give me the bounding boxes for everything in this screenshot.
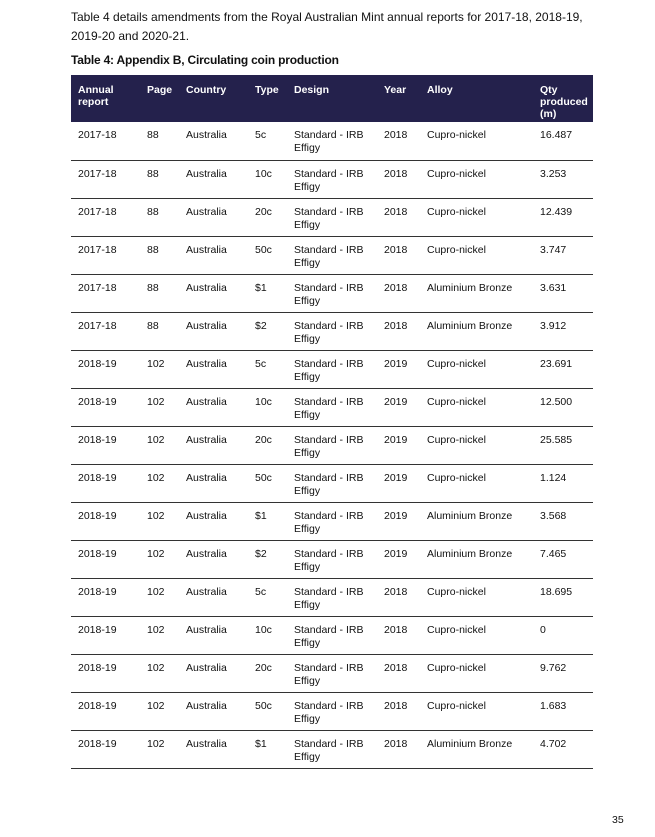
cell-design: Standard - IRB Effigy	[287, 274, 377, 312]
cell-country: Australia	[179, 426, 248, 464]
cell-year: 2018	[377, 654, 420, 692]
cell-qty-produced: 3.568	[533, 502, 593, 540]
cell-annual-report: 2017-18	[71, 198, 140, 236]
cell-qty-produced: 3.631	[533, 274, 593, 312]
cell-country: Australia	[179, 312, 248, 350]
cell-type: 20c	[248, 426, 287, 464]
table-row	[71, 616, 593, 654]
cell-annual-report: 2017-18	[71, 274, 140, 312]
cell-year: 2019	[377, 350, 420, 388]
cell-alloy: Aluminium Bronze	[420, 502, 533, 540]
cell-type: 10c	[248, 616, 287, 654]
cell-annual-report: 2017-18	[71, 160, 140, 198]
cell-design: Standard - IRB Effigy	[287, 540, 377, 578]
cell-type: $2	[248, 312, 287, 350]
cell-page: 102	[140, 578, 179, 616]
cell-annual-report: 2018-19	[71, 692, 140, 730]
cell-type: $2	[248, 540, 287, 578]
cell-page: 102	[140, 616, 179, 654]
cell-qty-produced: 3.253	[533, 160, 593, 198]
cell-alloy: Cupro-nickel	[420, 198, 533, 236]
cell-annual-report: 2017-18	[71, 236, 140, 274]
cell-country: Australia	[179, 654, 248, 692]
cell-page: 88	[140, 122, 179, 160]
cell-page: 102	[140, 388, 179, 426]
cell-type: 10c	[248, 388, 287, 426]
cell-type: $1	[248, 274, 287, 312]
cell-alloy: Aluminium Bronze	[420, 274, 533, 312]
table-row	[71, 578, 593, 616]
cell-design: Standard - IRB Effigy	[287, 388, 377, 426]
column-header-annual-report: Annual report	[71, 75, 140, 122]
cell-country: Australia	[179, 616, 248, 654]
cell-alloy: Cupro-nickel	[420, 692, 533, 730]
cell-qty-produced: 3.912	[533, 312, 593, 350]
cell-annual-report: 2017-18	[71, 122, 140, 160]
column-header-qty-produced: Qty produced (m)	[533, 75, 593, 122]
cell-country: Australia	[179, 160, 248, 198]
cell-qty-produced: 1.124	[533, 464, 593, 502]
cell-alloy: Aluminium Bronze	[420, 540, 533, 578]
cell-year: 2018	[377, 312, 420, 350]
cell-page: 102	[140, 692, 179, 730]
cell-type: $1	[248, 502, 287, 540]
column-header-country: Country	[179, 75, 248, 122]
cell-annual-report: 2018-19	[71, 730, 140, 768]
cell-year: 2018	[377, 198, 420, 236]
cell-alloy: Cupro-nickel	[420, 350, 533, 388]
cell-qty-produced: 16.487	[533, 122, 593, 160]
cell-annual-report: 2018-19	[71, 540, 140, 578]
cell-country: Australia	[179, 540, 248, 578]
table-row	[71, 426, 593, 464]
cell-qty-produced: 3.747	[533, 236, 593, 274]
cell-qty-produced: 4.702	[533, 730, 593, 768]
table-row	[71, 160, 593, 198]
cell-page: 102	[140, 654, 179, 692]
cell-annual-report: 2018-19	[71, 388, 140, 426]
coin-production-table	[71, 75, 593, 769]
table-row	[71, 654, 593, 692]
table-body	[71, 122, 593, 768]
table-row	[71, 388, 593, 426]
cell-country: Australia	[179, 388, 248, 426]
cell-page: 88	[140, 274, 179, 312]
cell-type: 20c	[248, 654, 287, 692]
column-header-page: Page	[140, 75, 179, 122]
cell-alloy: Cupro-nickel	[420, 388, 533, 426]
cell-page: 102	[140, 350, 179, 388]
table-row	[71, 350, 593, 388]
cell-alloy: Aluminium Bronze	[420, 312, 533, 350]
cell-year: 2018	[377, 730, 420, 768]
table-row	[71, 122, 593, 160]
cell-year: 2019	[377, 426, 420, 464]
table-row	[71, 540, 593, 578]
table-row	[71, 274, 593, 312]
cell-design: Standard - IRB Effigy	[287, 122, 377, 160]
cell-country: Australia	[179, 464, 248, 502]
cell-type: 5c	[248, 578, 287, 616]
column-header-type: Type	[248, 75, 287, 122]
cell-alloy: Cupro-nickel	[420, 464, 533, 502]
table-header-row	[71, 75, 593, 122]
cell-annual-report: 2018-19	[71, 578, 140, 616]
column-header-design: Design	[287, 75, 377, 122]
cell-annual-report: 2018-19	[71, 616, 140, 654]
cell-page: 88	[140, 312, 179, 350]
cell-design: Standard - IRB Effigy	[287, 654, 377, 692]
cell-type: 10c	[248, 160, 287, 198]
cell-annual-report: 2018-19	[71, 350, 140, 388]
cell-alloy: Cupro-nickel	[420, 426, 533, 464]
table-row	[71, 198, 593, 236]
cell-annual-report: 2018-19	[71, 654, 140, 692]
table-row	[71, 502, 593, 540]
cell-qty-produced: 25.585	[533, 426, 593, 464]
table-caption: Table 4: Appendix B, Circulating coin production	[71, 53, 339, 67]
cell-type: 50c	[248, 236, 287, 274]
cell-annual-report: 2018-19	[71, 464, 140, 502]
column-header-year: Year	[377, 75, 420, 122]
cell-design: Standard - IRB Effigy	[287, 350, 377, 388]
cell-type: 5c	[248, 122, 287, 160]
cell-alloy: Aluminium Bronze	[420, 730, 533, 768]
cell-design: Standard - IRB Effigy	[287, 464, 377, 502]
cell-design: Standard - IRB Effigy	[287, 160, 377, 198]
cell-qty-produced: 1.683	[533, 692, 593, 730]
cell-page: 102	[140, 426, 179, 464]
cell-alloy: Cupro-nickel	[420, 616, 533, 654]
table-row	[71, 464, 593, 502]
cell-type: 50c	[248, 692, 287, 730]
cell-country: Australia	[179, 236, 248, 274]
cell-page: 102	[140, 540, 179, 578]
cell-page: 102	[140, 730, 179, 768]
cell-design: Standard - IRB Effigy	[287, 312, 377, 350]
cell-type: $1	[248, 730, 287, 768]
cell-design: Standard - IRB Effigy	[287, 616, 377, 654]
cell-year: 2018	[377, 578, 420, 616]
cell-country: Australia	[179, 578, 248, 616]
cell-country: Australia	[179, 692, 248, 730]
cell-qty-produced: 18.695	[533, 578, 593, 616]
cell-year: 2018	[377, 616, 420, 654]
cell-year: 2019	[377, 388, 420, 426]
cell-alloy: Cupro-nickel	[420, 160, 533, 198]
cell-country: Australia	[179, 350, 248, 388]
table-row	[71, 236, 593, 274]
cell-design: Standard - IRB Effigy	[287, 730, 377, 768]
cell-annual-report: 2017-18	[71, 312, 140, 350]
cell-qty-produced: 12.500	[533, 388, 593, 426]
cell-year: 2019	[377, 540, 420, 578]
cell-alloy: Cupro-nickel	[420, 122, 533, 160]
cell-annual-report: 2018-19	[71, 426, 140, 464]
page-number: 35	[612, 814, 624, 826]
cell-year: 2019	[377, 502, 420, 540]
cell-design: Standard - IRB Effigy	[287, 502, 377, 540]
cell-page: 88	[140, 236, 179, 274]
cell-page: 88	[140, 160, 179, 198]
table-row	[71, 692, 593, 730]
cell-design: Standard - IRB Effigy	[287, 426, 377, 464]
cell-qty-produced: 23.691	[533, 350, 593, 388]
cell-qty-produced: 0	[533, 616, 593, 654]
cell-year: 2018	[377, 122, 420, 160]
cell-country: Australia	[179, 502, 248, 540]
cell-type: 50c	[248, 464, 287, 502]
cell-alloy: Cupro-nickel	[420, 654, 533, 692]
cell-year: 2018	[377, 236, 420, 274]
cell-annual-report: 2018-19	[71, 502, 140, 540]
cell-alloy: Cupro-nickel	[420, 578, 533, 616]
cell-alloy: Cupro-nickel	[420, 236, 533, 274]
cell-type: 20c	[248, 198, 287, 236]
cell-year: 2018	[377, 160, 420, 198]
table-row	[71, 730, 593, 768]
column-header-alloy: Alloy	[420, 75, 533, 122]
cell-type: 5c	[248, 350, 287, 388]
cell-page: 88	[140, 198, 179, 236]
cell-page: 102	[140, 464, 179, 502]
cell-qty-produced: 9.762	[533, 654, 593, 692]
cell-design: Standard - IRB Effigy	[287, 578, 377, 616]
cell-design: Standard - IRB Effigy	[287, 198, 377, 236]
cell-country: Australia	[179, 122, 248, 160]
cell-country: Australia	[179, 198, 248, 236]
cell-country: Australia	[179, 730, 248, 768]
cell-year: 2018	[377, 692, 420, 730]
cell-qty-produced: 7.465	[533, 540, 593, 578]
cell-page: 102	[140, 502, 179, 540]
cell-year: 2019	[377, 464, 420, 502]
cell-design: Standard - IRB Effigy	[287, 692, 377, 730]
cell-year: 2018	[377, 274, 420, 312]
cell-country: Australia	[179, 274, 248, 312]
intro-paragraph: Table 4 details amendments from the Royal Australian Mint annual reports for 2017-18, 2018-19, 2019-20 and 2020-21.	[71, 10, 583, 43]
table-row	[71, 312, 593, 350]
cell-design: Standard - IRB Effigy	[287, 236, 377, 274]
cell-qty-produced: 12.439	[533, 198, 593, 236]
